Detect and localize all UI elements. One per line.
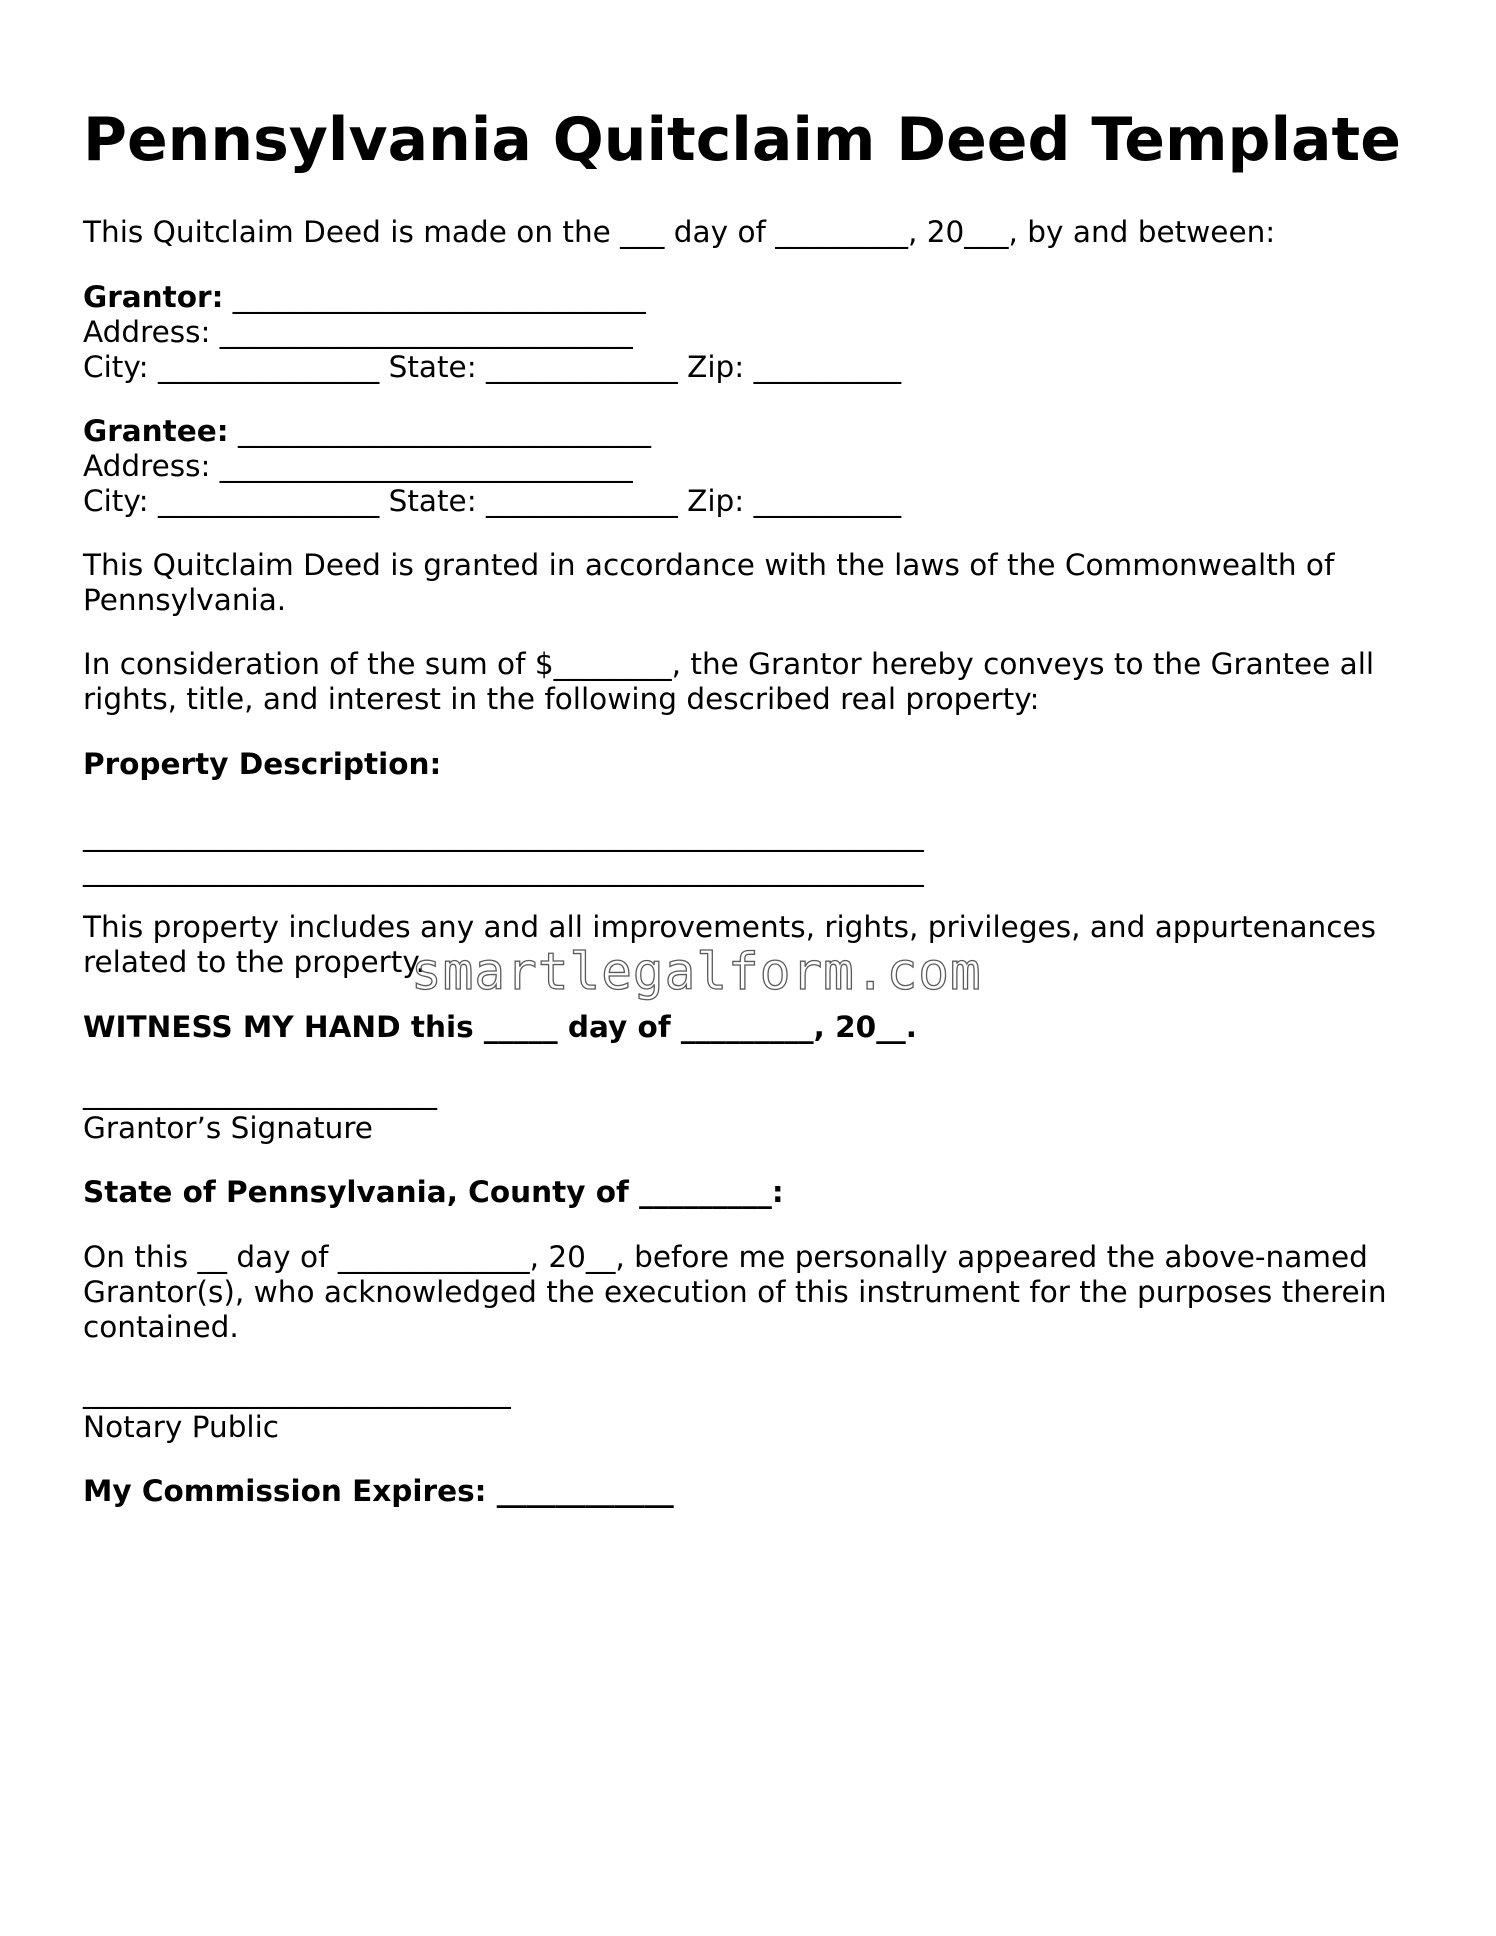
- improvements-paragraph: This property includes any and all improvements, rights, privileges, and appurtenances related to the property.: [83, 910, 1376, 979]
- notary-signature-block: [83, 1375, 511, 1445]
- property-description-lines: [83, 818, 924, 888]
- property-description-label: Property Description:: [83, 747, 442, 781]
- grantor-section: [83, 280, 901, 385]
- commission-expires-line: My Commission Expires: ____________: [83, 1474, 674, 1508]
- laws-paragraph: This Quitclaim Deed is granted in accordance with the laws of the Commonwealth of Pennsylvania.: [83, 548, 1335, 617]
- grantee-city-state-zip-line: City: _______________ State: _____________ Zip: __________: [83, 484, 902, 518]
- grantor-label: Grantor:: [83, 280, 224, 314]
- grantor-address-line: Address: ____________________________: [83, 315, 633, 349]
- state-county-line: State of Pennsylvania, County of _________:: [83, 1175, 784, 1209]
- consideration-paragraph: In consideration of the sum of $________, the Grantor hereby conveys to the Grantee all rights, title, and interest in the following described real property:: [83, 647, 1375, 716]
- property-line-1: _________________________________________________________: [83, 818, 924, 852]
- notary-signature-line: _____________________________: [83, 1375, 511, 1409]
- grantee-address-line: Address: ____________________________: [83, 449, 633, 483]
- grantor-signature-label: Grantor’s Signature: [83, 1111, 373, 1145]
- watermark-text: smartlegalform.com: [411, 943, 982, 1002]
- notary-label: Notary Public: [83, 1410, 280, 1444]
- grantor-city-state-zip-line: City: _______________ State: _____________ Zip: __________: [83, 350, 902, 384]
- grantor-name-blank: ____________________________: [223, 280, 646, 314]
- intro-paragraph: This Quitclaim Deed is made on the ___ day of _________, 20___, by and between:: [83, 215, 1276, 249]
- grantee-name-line: [83, 414, 901, 449]
- grantee-name-blank: ____________________________: [228, 414, 651, 448]
- document-title: Pennsylvania Quitclaim Deed Template: [83, 105, 1401, 175]
- grantor-name-line: [83, 280, 901, 315]
- property-line-2: _________________________________________________________: [83, 853, 924, 887]
- grantor-signature-block: [83, 1076, 437, 1146]
- grantee-label: Grantee:: [83, 414, 229, 448]
- grantor-signature-line: ________________________: [83, 1076, 437, 1110]
- witness-line: WITNESS MY HAND this _____ day of _________, 20__.: [83, 1010, 917, 1044]
- grantee-section: [83, 414, 901, 519]
- acknowledgment-paragraph: On this __ day of _____________, 20__, before me personally appeared the above-named Grantor(s), who acknowledged the execution of this instrument for the purposes therein contained.: [83, 1240, 1387, 1344]
